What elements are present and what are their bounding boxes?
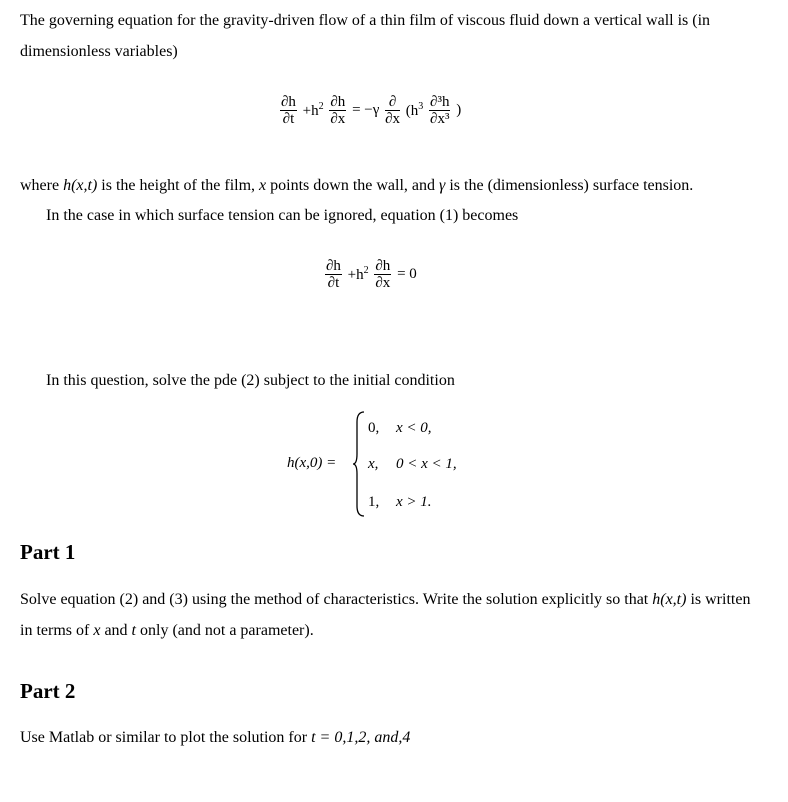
ic-row-2-condition: 0 < x < 1, <box>396 456 457 472</box>
eq1-h3-open: ($h^3$ <box>405 101 424 119</box>
part1-text-a: Solve equation (2) and (3) using the method of characteristics. Write the solution explicitly so that <box>20 591 653 608</box>
where-x: x <box>259 177 267 194</box>
eq2-dh-dx <box>374 258 391 291</box>
part2-t-values: t = 0,1,2, and,4 <box>311 729 411 746</box>
ic-row-3 <box>368 494 432 511</box>
part1-text-c: only (and not a parameter). <box>136 622 314 639</box>
where-gamma: γ <box>439 177 446 194</box>
eq2-dt: ∂t <box>327 275 340 291</box>
eq1-open-h: (h <box>405 103 419 119</box>
ic-lhs <box>287 455 336 472</box>
eq1-dx-2: ∂x <box>385 111 401 127</box>
part1-paragraph <box>20 584 760 646</box>
part1-hxt: h(x,t) <box>652 591 687 608</box>
question-paragraph: In this question, solve the pde (2) subject to the initial condition <box>46 372 455 389</box>
eq2-plus-h: +h <box>347 267 364 283</box>
ic-row-3-value: 1, <box>368 494 380 510</box>
ic-row-1-condition: x < 0, <box>396 420 432 436</box>
part1-heading: Part 1 <box>20 540 76 564</box>
eq2-dx: ∂x <box>375 275 391 291</box>
where-mid2: points down the wall, and <box>266 177 440 194</box>
eq1-dx3: ∂x³ <box>430 111 450 127</box>
equation-1 <box>280 94 463 127</box>
part1-text-b: is written in terms of <box>20 591 751 639</box>
ic-lhs-text: h(x,0) = <box>287 455 337 471</box>
eq1-plus-h: +h <box>302 103 319 119</box>
ic-row-2-value: x, <box>368 456 379 472</box>
part2-text-a: Use Matlab or similar to plot the solution for <box>20 729 312 746</box>
eq2-equals-zero: = 0 <box>397 266 417 282</box>
part2-heading: Part 2 <box>20 679 76 703</box>
where-paragraph <box>20 170 760 201</box>
case-paragraph: In the case in which surface tension can be ignored, equation (1) becomes <box>46 207 519 224</box>
eq1-d: ∂ <box>385 94 400 111</box>
where-pre: where <box>20 177 64 194</box>
ic-row-1 <box>368 420 432 437</box>
eq2-dh: ∂h <box>326 258 341 274</box>
eq1-plus-h2: $+h^2$ <box>302 101 324 119</box>
part1-x: x <box>93 622 101 639</box>
eq1-dh-dx <box>329 94 346 127</box>
eq1-dt: ∂t <box>282 111 295 127</box>
part1-t: t <box>131 622 136 639</box>
where-post: is the (dimensionless) surface tension. <box>445 177 694 194</box>
eq1-close-paren: ) <box>456 102 462 118</box>
intro-paragraph: The governing equation for the gravity-driven flow of a thin film of viscous fluid down a vertical wall is (in dimensionless variables) <box>20 12 711 60</box>
part2-paragraph <box>20 722 760 753</box>
eq1-d-dx <box>385 94 400 127</box>
eq1-dh-2: ∂h <box>330 94 346 110</box>
ic-row-2 <box>368 456 457 473</box>
eq1-dh-dt <box>280 94 297 127</box>
ic-row-1-value: 0, <box>368 420 380 436</box>
where-mid1: is the height of the film, <box>97 177 260 194</box>
part1-and: and <box>100 622 132 639</box>
eq2-dh-dt <box>325 258 342 291</box>
ic-row-3-condition: x > 1. <box>396 494 432 510</box>
where-hxt: h(x,t) <box>63 177 98 194</box>
eq2-plus-h2: $+h^2$ <box>347 265 369 283</box>
eq2-dh-2: ∂h <box>375 258 391 274</box>
eq1-equals-minus-gamma: = −γ <box>352 102 380 118</box>
equation-2 <box>325 258 419 291</box>
eq1-d3h-dx3 <box>429 94 450 127</box>
eq1-d3h: ∂³h <box>430 94 450 110</box>
eq1-dh: ∂h <box>281 94 296 110</box>
eq1-dx: ∂x <box>330 111 346 127</box>
left-brace <box>352 410 366 518</box>
